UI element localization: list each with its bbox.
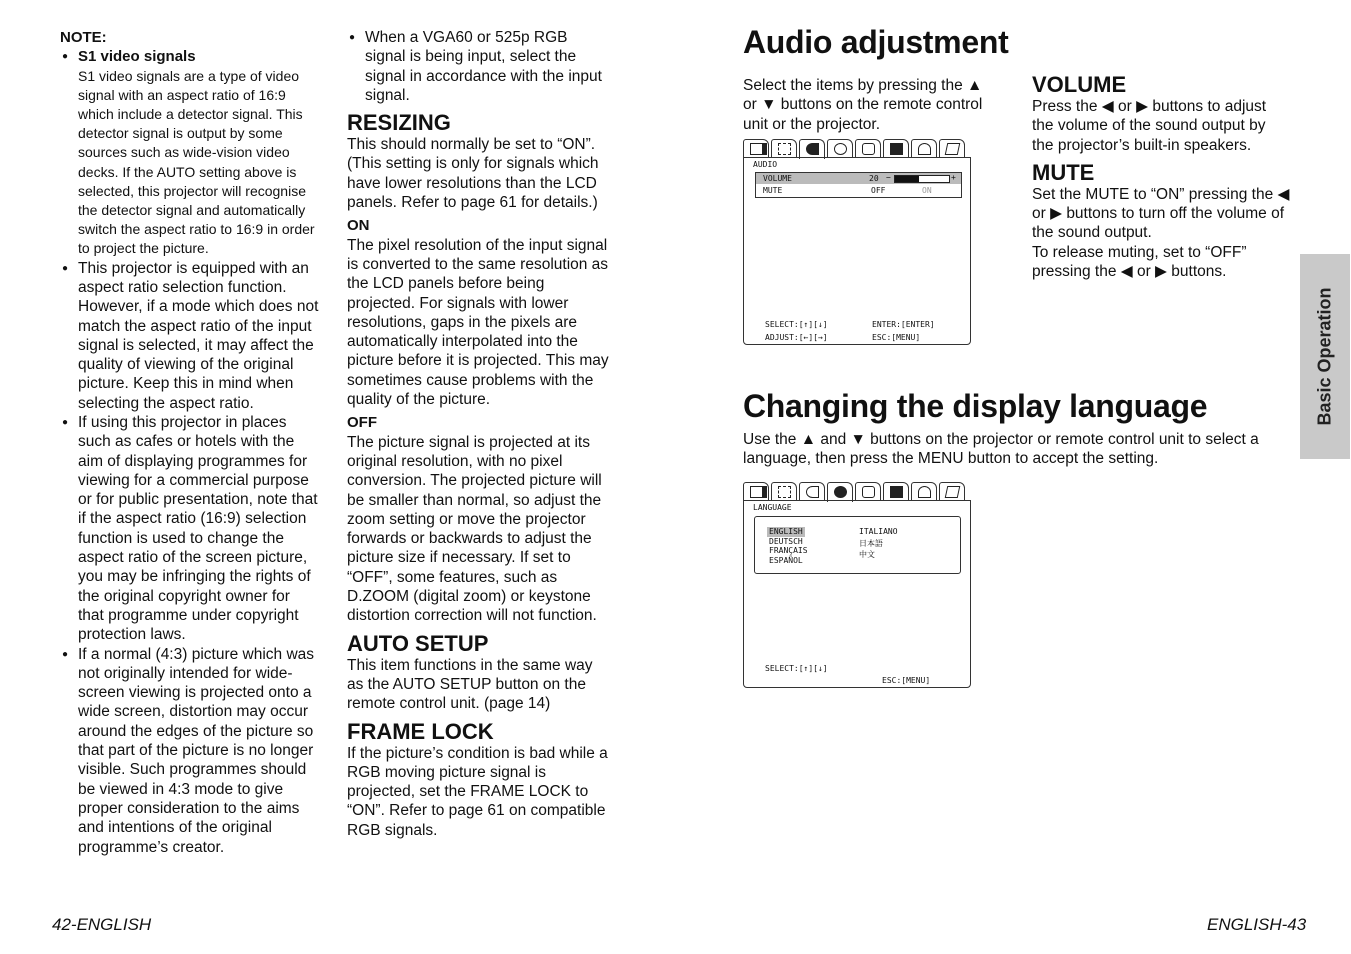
option-tab-icon (855, 139, 881, 158)
lang-japanese[interactable]: 日本語 (859, 539, 883, 548)
position-tab-icon (771, 139, 797, 158)
audio-tab-icon (799, 482, 825, 501)
language-osd-body (743, 500, 971, 688)
aspect-bullet: ● This projector is equipped with an aspect ratio selection function. However, if a mode which does not match the aspect ratio of the input signal is selected, it may affect the quality of viewing of the original picture. Keep this in mind when selecting the aspect ratio. (60, 259, 320, 413)
osd-esc-hint: ESC:[MENU] (882, 676, 931, 685)
lang-deutsch[interactable]: DEUTSCH (769, 537, 803, 546)
language-intro: Use the ▲ and ▼ buttons on the projector or remote control unit to select a language, then press the MENU button to accept the setting. (743, 431, 1259, 468)
resizing-text: This should normally be set to “ON”. (This setting is only for signals which have lower resolutions than the LCD panels. Refer to page 61 for details.) (347, 136, 599, 212)
mute-heading: MUTE (1032, 159, 1095, 185)
volume-mute-column (1032, 73, 1290, 281)
volume-slider-fill (895, 176, 919, 182)
lang-chinese[interactable]: 中文 (859, 550, 875, 559)
lang-english[interactable]: ENGLISH (769, 527, 803, 536)
copyright-bullet: ● If using this projector in places such as cafes or hotels with the aim of displaying programmes for viewing for a commercial purpose or for public presentation, note that if the aspect ratio (16:9) selection function is used to change the aspect ratio of the screen picture, you may be infringing the rights of the original copyright owner for that programme under copyright protection laws. (60, 413, 320, 645)
audio-intro: Select the items by pressing the ▲ or ▼ buttons on the remote control unit or the projector. (743, 77, 983, 133)
osd-select-hint: SELECT:[↑][↓] (765, 664, 828, 673)
osd-enter-hint: ENTER:[ENTER] (872, 320, 935, 329)
osd-esc-hint: ESC:[MENU] (872, 333, 921, 342)
language-tab-icon (827, 139, 853, 158)
settings-column (347, 28, 609, 840)
off-heading: OFF (347, 414, 377, 432)
security-tab-icon (883, 139, 909, 158)
mute-release-text: To release muting, set to “OFF” pressing the ◀ or ▶ buttons. (1032, 243, 1247, 281)
language-osd-screen (743, 482, 971, 688)
s1-text: S1 video signals are a type of video signal with an aspect ratio of 16:9 which include a detector signal. This detector signal is output by some sources such as wide-vision video decks. If the AUTO setting above is selected, this projector will recognise the detector signal and automatically switch the aspect ratio to 16:9 in order to project the picture. (78, 67, 315, 257)
note-heading: NOTE: (60, 29, 107, 46)
resizing-heading: RESIZING (347, 110, 451, 136)
off-text: The picture signal is projected at its original resolution, with no pixel conversion. The projected picture will be smaller than normal, so adjust the zoom setting or move the projector forwards or backwards to adjust the picture size if necessary. If set to “OFF”, some features, such as D.ZOOM (digital zoom) or keystone distortion correction will not function. (347, 433, 602, 625)
option-tab-icon (855, 482, 881, 501)
osd-volume-slider (894, 175, 950, 183)
mute-text: Set the MUTE to “ON” pressing the ◀ or ▶ buttons to turn off the volume of the sound output. (1032, 185, 1290, 242)
audio-osd-title: AUDIO (753, 160, 778, 169)
auto-setup-heading: AUTO SETUP (347, 630, 489, 656)
volume-text: Press the ◀ or ▶ buttons to adjust the volume of the sound output by the projector’s built-in speakers. (1032, 98, 1267, 154)
osd-mute-label: MUTE (763, 186, 783, 195)
osd-select-hint: SELECT:[↑][↓] (765, 320, 828, 329)
volume-heading: VOLUME (1032, 72, 1127, 97)
lang-italiano[interactable]: ITALIANO (859, 527, 898, 536)
lang-espanol[interactable]: ESPAÑOL (769, 556, 803, 565)
right-page-number: ENGLISH-43 (1207, 915, 1307, 934)
frame-lock-text: If the picture’s condition is bad while a RGB moving picture signal is projected, set the FRAME LOCK to “ON”. Refer to page 61 on compatible RGB signals. (347, 744, 608, 839)
notes-column (60, 28, 320, 857)
on-heading: ON (347, 217, 370, 235)
osd-mute-off: OFF (871, 186, 886, 195)
vga-bullet: ● When a VGA60 or 525p RGB signal is being input, select the signal in accordance with the input signal. (347, 28, 609, 105)
osd-volume-value: 20 (869, 174, 879, 183)
osd-adjust-hint: ADJUST:[←][→] (765, 333, 828, 342)
s1-bullet (60, 47, 320, 258)
volume-minus-icon: − (886, 173, 891, 182)
side-tab (1300, 254, 1350, 459)
audio-osd-list (755, 172, 962, 198)
picture-tab-icon (743, 139, 769, 158)
audio-tab-icon (799, 139, 825, 159)
network-tab-icon (911, 139, 937, 158)
network-tab-icon (911, 482, 937, 501)
on-text: The pixel resolution of the input signal is converted to the same resolution as the LCD panels before being projected. For signals with lower resolutions, gaps in the pixels are automatically interpolated into the picture before it is projected. This may sometimes cause problems with the quality of the picture. (347, 236, 609, 409)
osd-tab-bar (743, 139, 967, 157)
language-osd-title: LANGUAGE (753, 503, 792, 512)
osd-volume-label: VOLUME (763, 174, 792, 183)
side-tab-label: Basic Operation (1314, 287, 1335, 426)
volume-plus-icon: + (951, 173, 956, 182)
frame-lock-heading: FRAME LOCK (347, 718, 494, 744)
memory-tab-icon (939, 482, 965, 501)
position-tab-icon (771, 482, 797, 501)
audio-heading: Audio adjustment (743, 24, 1009, 60)
language-list-box (754, 516, 961, 574)
security-tab-icon (883, 482, 909, 501)
auto-setup-text: This item functions in the same way as the AUTO SETUP button on the remote control unit. (page 14) (347, 656, 593, 713)
left-page-number: 42-ENGLISH (52, 915, 152, 934)
picture-tab-icon (743, 482, 769, 501)
s1-title: ● S1 video signals (78, 48, 196, 66)
osd-mute-on: ON (922, 186, 932, 195)
memory-tab-icon (939, 139, 965, 158)
language-heading: Changing the display language (743, 388, 1208, 424)
audio-osd-screen (743, 139, 971, 345)
audio-osd-body (743, 157, 971, 345)
language-tab-icon (827, 482, 853, 502)
wide-screen-bullet: ● If a normal (4:3) picture which was not originally intended for wide-screen viewing is projected onto a wide screen, distortion may occur around the edges of the picture so that part of the picture is no longer visible. Such programmes should be viewed in 4:3 mode to give proper consideration to the aims and intentions of the original programme’s creator. (60, 645, 320, 857)
lang-francais[interactable]: FRANÇAIS (769, 546, 808, 555)
osd-tab-bar (743, 482, 967, 500)
